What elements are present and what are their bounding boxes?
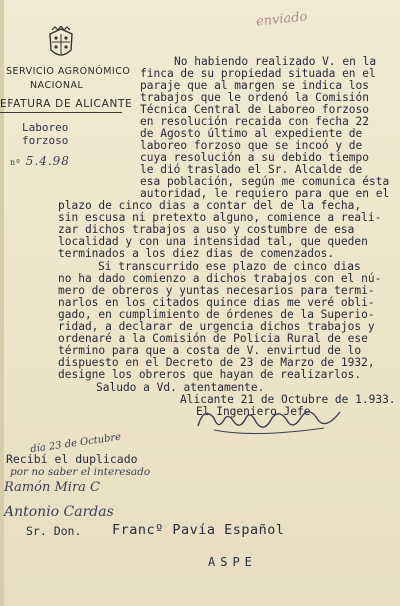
body-line: mero de obreros y yuntas necesarios para termi- (58, 284, 375, 297)
body-line: gado, en cumplimiento de órdenes de la Superio- (58, 308, 375, 321)
body-line: designe los obreros que hayan de realizarlos. (58, 368, 362, 381)
top-annotation: enviado (255, 9, 309, 30)
body-line: trabajos que le ordenó la Comisión (140, 91, 370, 104)
coat-of-arms-icon (44, 26, 78, 62)
reference-value: 5.4.98 (25, 154, 70, 168)
body-line: ridad, a declarar de urgencia dichos trabajos y (58, 320, 375, 333)
receipt-note: por no saber el interesado (10, 466, 151, 478)
body-line: Si transcurrido ese plazo de cinco dias (98, 260, 361, 273)
subject-line-1: Laboreo (22, 121, 69, 134)
body-line: Saludo a Vd. atentamente. (96, 381, 265, 394)
body-line: localidad y con una intensidad tal, que queden (58, 235, 368, 248)
body-line: narlos en los citados quince dias me veré obli- (58, 296, 375, 309)
body-line: esa población, según me comunica ésta (140, 175, 390, 188)
reference-prefix: nº (10, 158, 21, 167)
body-line: de Agosto último al expediente de (140, 127, 363, 140)
body-line: finca de su propiedad situada en el (140, 67, 376, 80)
body-line: autoridad, le requiero para que en el (140, 187, 390, 200)
signer-1: Ramón Mira C (4, 480, 101, 495)
body-line: plazo de cinco dias a contar del de la fecha, (58, 199, 362, 212)
body-line: zar dichos trabajos a uso y costumbre de esa (58, 223, 355, 236)
body-line: cuya resolución a su debido tiempo (140, 151, 370, 164)
body-line: Técnica Central de Laboreo forzoso (140, 103, 370, 116)
body-line: El Ingeniero Jefe (196, 405, 311, 418)
body-line: terminados a los diez dias de comenzados. (58, 247, 335, 260)
office-header: EFATURA DE ALICANTE (0, 98, 133, 110)
receipt-stamp: Recibí el duplicado (6, 452, 138, 466)
body-line: no ha dado comienzo a dichos trabajos con el nú- (58, 272, 382, 285)
national-header: NACIONAL (30, 80, 84, 91)
engineer-signature (194, 400, 344, 440)
body-line: ordenaré a la Comisión de Policia Rural de ese (58, 332, 368, 345)
body-line: No habiendo realizado V. en la (174, 55, 377, 68)
addressee-town: ASPE (208, 555, 257, 569)
body-line: sin escusa ni pretexto alguno, comience a reali- (58, 211, 382, 224)
body-line: término para que a costa de V. envirtud de lo (58, 344, 362, 357)
body-line: laboreo forzoso que se incoó y de (140, 139, 363, 152)
body-line: le dió traslado el Sr. Alcalde de (140, 163, 363, 176)
body-line: dispuesto en el Decreto de 23 de Marzo de 1932, (58, 356, 375, 369)
date-note: día 23 de Octubre (29, 431, 122, 456)
signer-2: Antonio Cardas (4, 504, 114, 520)
service-header: SERVICIO AGRONÓMICO (6, 66, 131, 77)
body-line: en resolución recaida con fecha 22 (140, 115, 370, 128)
addressee-prefix: Sr. Don. (26, 524, 82, 538)
header-rule (0, 112, 122, 113)
addressee-name-text: Francº Pavía Español (112, 522, 285, 538)
addressee-name (112, 522, 285, 538)
subject-line-2: forzoso (22, 134, 69, 147)
body-line: paraje que al margen se indica los (140, 79, 370, 92)
reference-number (10, 154, 70, 168)
body-line: Alicante 21 de Octubre de 1.933. (180, 393, 396, 406)
